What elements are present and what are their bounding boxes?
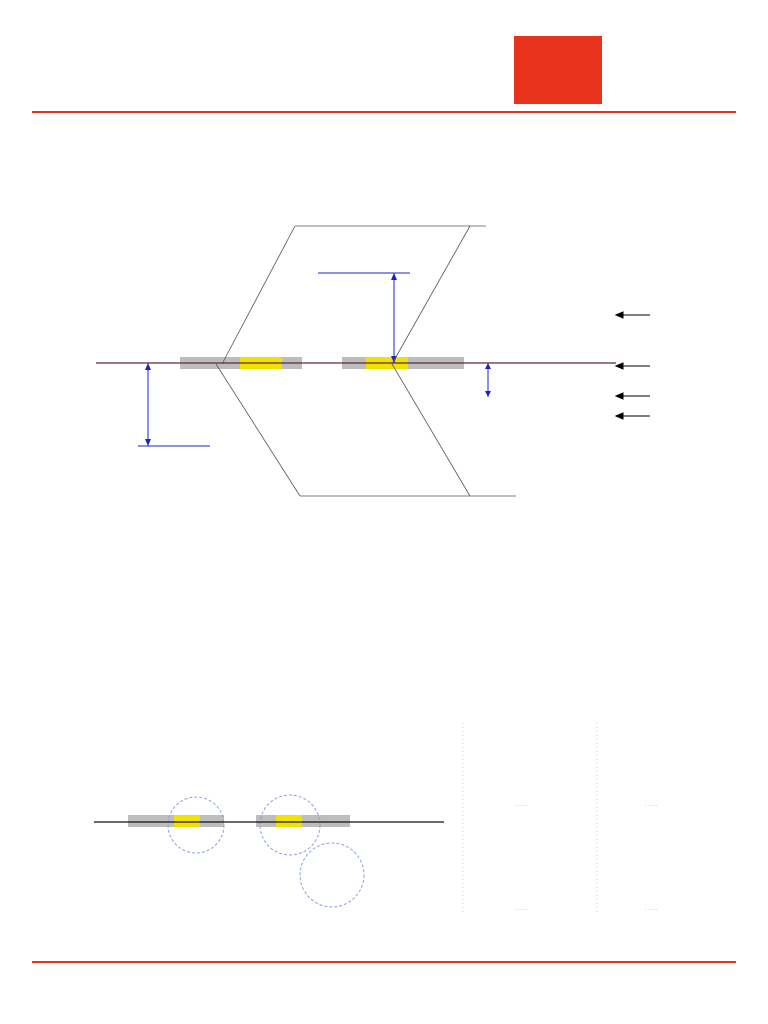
ref-system-paragraph [66,625,736,629]
footer-rule [32,961,736,963]
svg-text:. . . . .: . . . . . [645,906,658,912]
optimum-area-right [276,815,302,827]
conclusive-area-right [256,815,350,827]
svg-text:. . . . .: . . . . . [515,802,528,808]
ref-shapes-grid [455,718,735,918]
deviation-circle [300,843,364,907]
optimum-area-left [174,815,200,827]
label-arrows [616,312,650,419]
svg-text:. . . . .: . . . . . [645,802,658,808]
asymmetric-ref-chart [0,690,460,930]
svg-text:. . . . .: . . . . . [515,906,528,912]
